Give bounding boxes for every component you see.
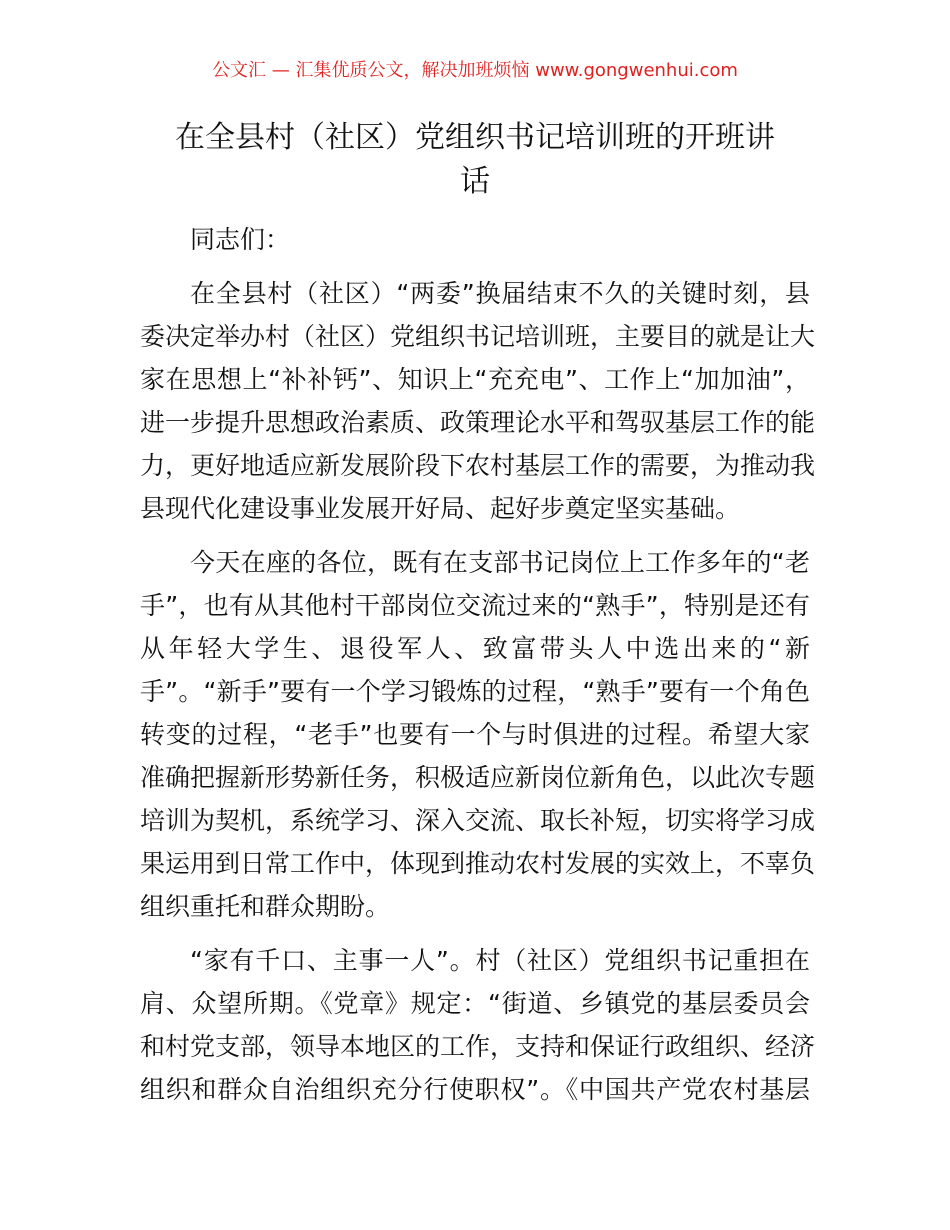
paragraph-line: 家在思想上“补补钙”、知识上“充充电”、工作上“加加油”， — [140, 365, 810, 394]
watermark-header: 公文汇 — 汇集优质公文，解决加班烦恼 www.gongwenhui.com — [212, 60, 738, 81]
paragraph — [140, 541, 816, 928]
paragraph-line: 县现代化建设事业发展开好局、起好步奠定坚实基础。 — [140, 494, 741, 523]
paragraph-line: 在全县村（社区）“两委”换届结束不久的关键时刻，县 — [190, 279, 810, 308]
paragraph-line: 果运用到日常工作中，体现到推动农村发展的实效上，不辜负 — [140, 849, 816, 878]
title-line: 在全县村（社区）党组织书记培训班的开班讲 — [175, 120, 775, 155]
paragraph-line: 从年轻大学生、退役军人、致富带头人中选出来的“新 — [140, 634, 810, 663]
paragraph-line: 手”，也有从其他村干部岗位交流过来的“熟手”，特别是还有 — [140, 591, 810, 620]
paragraph-line: 委决定举办村（社区）党组织书记培训班，主要目的就是让大 — [140, 322, 816, 351]
document-title — [140, 116, 810, 204]
paragraph-line: 组织重托和群众期盼。 — [140, 892, 391, 921]
title-line: 话 — [460, 164, 490, 199]
paragraph — [140, 272, 816, 530]
paragraph-line: 准确把握新形势新任务，积极适应新岗位新角色，以此次专题 — [140, 763, 816, 792]
paragraph-line: 和村党支部，领导本地区的工作，支持和保证行政组织、经济 — [140, 1032, 816, 1061]
paragraph-line: 今天在座的各位，既有在支部书记岗位上工作多年的“老 — [190, 548, 810, 577]
salutation-text: 同志们： — [190, 225, 291, 254]
salutation — [140, 218, 810, 261]
paragraph-line: 肩、众望所期。《党章》规定：“街道、乡镇党的基层委员会 — [140, 989, 810, 1018]
paragraph-line: 组织和群众自治组织充分行使职权”。《中国共产党农村基层 — [140, 1075, 810, 1104]
document-body — [140, 218, 816, 1122]
paragraphs — [140, 272, 816, 1111]
paragraph-line: 培训为契机，系统学习、深入交流、取长补短，切实将学习成 — [140, 806, 816, 835]
paragraph-line: 手”。“新手”要有一个学习锻炼的过程，“熟手”要有一个角色 — [140, 677, 810, 706]
paragraph-line: 转变的过程，“老手”也要有一个与时俱进的过程。希望大家 — [140, 720, 810, 749]
paragraph-line: 力，更好地适应新发展阶段下农村基层工作的需要，为推动我 — [140, 451, 816, 480]
paragraph-line: “家有千口、主事一人”。村（社区）党组织书记重担在 — [190, 946, 810, 975]
paragraph — [140, 939, 816, 1111]
paragraph-line: 进一步提升思想政治素质、政策理论水平和驾驭基层工作的能 — [140, 408, 816, 437]
